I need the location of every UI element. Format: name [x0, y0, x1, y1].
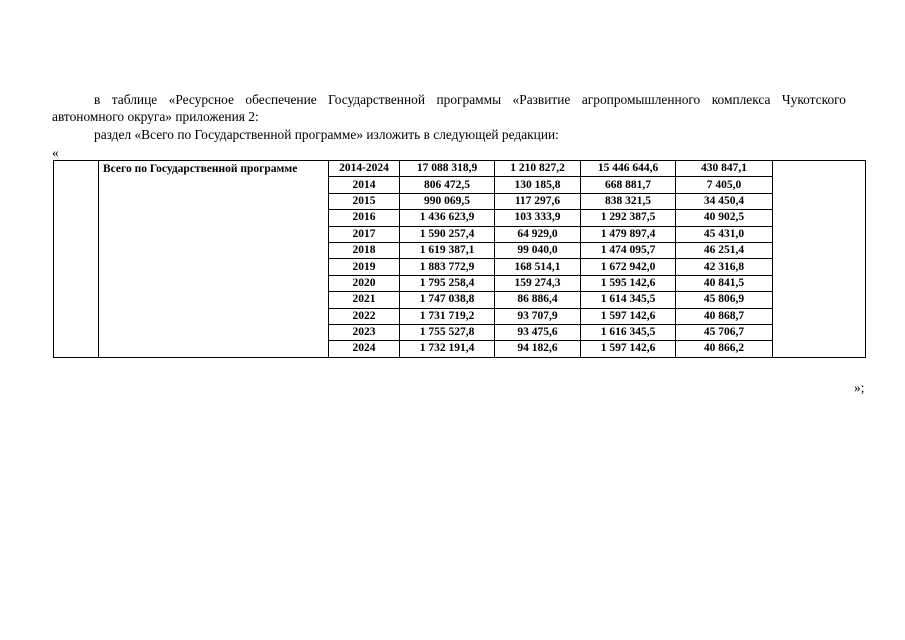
value-cell-3: 45 806,9: [676, 292, 773, 308]
total-cell: 1 795 258,4: [400, 275, 495, 291]
value-cell-1: 64 929,0: [495, 226, 581, 242]
value-cell-3: 34 450,4: [676, 193, 773, 209]
resource-table-body: [54, 161, 866, 358]
total-cell: 1 619 387,1: [400, 242, 495, 258]
program-label-cell: Всего по Государственной программе: [99, 161, 329, 358]
value-cell-1: 93 475,6: [495, 324, 581, 340]
resource-table: [53, 160, 866, 358]
value-cell-3: 40 868,7: [676, 308, 773, 324]
value-cell-3: 430 847,1: [676, 161, 773, 177]
closing-quote: »;: [854, 380, 865, 395]
value-cell-3: 45 706,7: [676, 324, 773, 340]
total-cell: 1 883 772,9: [400, 259, 495, 275]
value-cell-2: 1 474 095,7: [581, 242, 676, 258]
total-cell: 17 088 318,9: [400, 161, 495, 177]
value-cell-2: 1 597 142,6: [581, 341, 676, 357]
value-cell-3: 40 902,5: [676, 210, 773, 226]
total-cell: 1 747 038,8: [400, 292, 495, 308]
value-cell-2: 1 597 142,6: [581, 308, 676, 324]
total-cell: 1 590 257,4: [400, 226, 495, 242]
value-cell-2: 1 292 387,5: [581, 210, 676, 226]
value-cell-1: 94 182,6: [495, 341, 581, 357]
total-cell: 806 472,5: [400, 177, 495, 193]
value-cell-1: 168 514,1: [495, 259, 581, 275]
value-cell-1: 130 185,8: [495, 177, 581, 193]
value-cell-3: 40 866,2: [676, 341, 773, 357]
year-cell: 2021: [329, 292, 400, 308]
total-cell: 990 069,5: [400, 193, 495, 209]
value-cell-3: 45 431,0: [676, 226, 773, 242]
year-cell: 2014: [329, 177, 400, 193]
total-cell: 1 755 527,8: [400, 324, 495, 340]
year-cell: 2015: [329, 193, 400, 209]
value-cell-1: 103 333,9: [495, 210, 581, 226]
year-cell: 2020: [329, 275, 400, 291]
value-cell-3: 7 405,0: [676, 177, 773, 193]
table-row: [54, 161, 866, 177]
empty-index-cell: [54, 161, 99, 358]
value-cell-1: 159 274,3: [495, 275, 581, 291]
year-cell: 2019: [329, 259, 400, 275]
year-cell: 2014-2024: [329, 161, 400, 177]
value-cell-2: 1 614 345,5: [581, 292, 676, 308]
value-cell-1: 117 297,6: [495, 193, 581, 209]
year-cell: 2018: [329, 242, 400, 258]
value-cell-2: 15 446 644,6: [581, 161, 676, 177]
year-cell: 2017: [329, 226, 400, 242]
value-cell-2: 1 479 897,4: [581, 226, 676, 242]
total-cell: 1 732 191,4: [400, 341, 495, 357]
value-cell-1: 93 707,9: [495, 308, 581, 324]
value-cell-1: 1 210 827,2: [495, 161, 581, 177]
year-cell: 2022: [329, 308, 400, 324]
value-cell-1: 86 886,4: [495, 292, 581, 308]
opening-quote: «: [52, 145, 59, 160]
instruction-paragraph-1: в таблице «Ресурсное обеспечение Государственной программы «Развитие агропромышленного комплекса Чукотского автономного округа» приложения 2:: [52, 92, 846, 124]
value-cell-3: 46 251,4: [676, 242, 773, 258]
value-cell-3: 42 316,8: [676, 259, 773, 275]
value-cell-3: 40 841,5: [676, 275, 773, 291]
year-cell: 2016: [329, 210, 400, 226]
total-cell: 1 731 719,2: [400, 308, 495, 324]
year-cell: 2024: [329, 341, 400, 357]
value-cell-1: 99 040,0: [495, 242, 581, 258]
value-cell-2: 1 672 942,0: [581, 259, 676, 275]
value-cell-2: 1 595 142,6: [581, 275, 676, 291]
value-cell-2: 1 616 345,5: [581, 324, 676, 340]
value-cell-2: 838 321,5: [581, 193, 676, 209]
year-cell: 2023: [329, 324, 400, 340]
total-cell: 1 436 623,9: [400, 210, 495, 226]
empty-last-cell: [773, 161, 866, 358]
instruction-paragraph-2: раздел «Всего по Государственной программе» изложить в следующей редакции:: [94, 127, 559, 142]
value-cell-2: 668 881,7: [581, 177, 676, 193]
